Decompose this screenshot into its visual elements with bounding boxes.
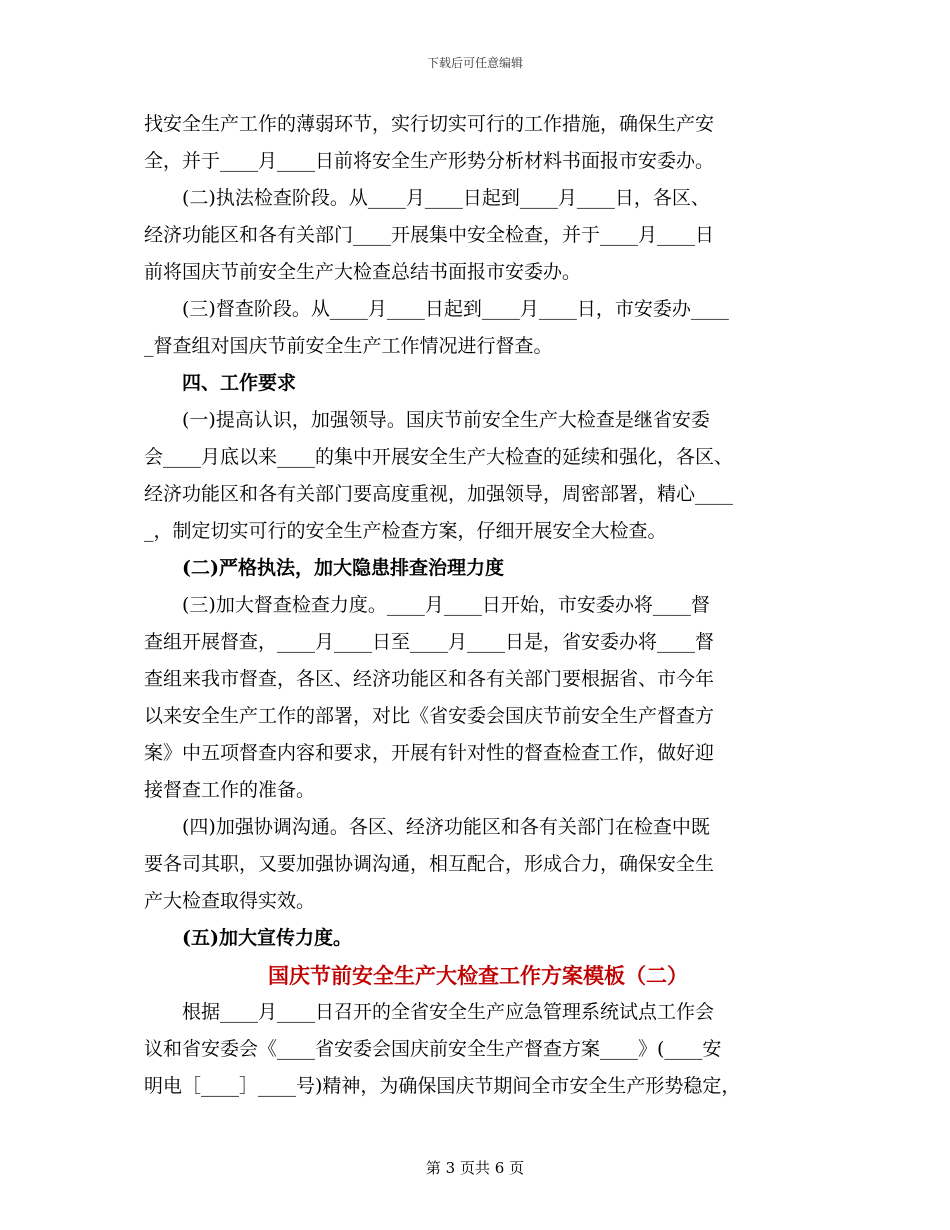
body-line: 找安全生产工作的薄弱环节，实行切实可行的工作措施，确保生产安 [144, 113, 715, 135]
document-title: 国庆节前安全生产大检查工作方案模板（二） [268, 963, 688, 988]
body-line: 产大检查取得实效。 [144, 890, 316, 912]
body-line: 经济功能区和各有关部门____开展集中安全检查，并于____月____日 [144, 224, 715, 246]
body-line: (三)加大督查检查力度。____月____日开始，市安委办将____督 [182, 594, 710, 616]
subsection-heading: (二)严格执法，加大隐患排查治理力度 [182, 557, 504, 579]
body-line: 全，并于____月____日前将安全生产形势分析材料书面报市安委办。 [144, 150, 715, 172]
section-heading: 四、工作要求 [182, 372, 297, 394]
body-line: 会____月底以来____的集中开展安全生产大检查的延续和强化，各区、 [144, 446, 734, 468]
body-line: 要各司其职，又要加强协调沟通，相互配合，形成合力，确保安全生 [144, 853, 715, 875]
body-line: 查组开展督查，____月____日至____月____日是，省安委办将____督 [144, 631, 715, 653]
document-body [144, 106, 812, 1105]
body-line: 接督查工作的准备。 [144, 779, 316, 801]
body-line: 查组来我市督查，各区、经济功能区和各有关部门要根据省、市今年 [144, 668, 715, 690]
body-line: 明电［____］____号)精神，为确保国庆节期间全市安全生产形势稳定， [144, 1075, 741, 1097]
body-line: (一)提高认识，加强领导。国庆节前安全生产大检查是继省安委 [182, 409, 710, 431]
body-line: (二)执法检查阶段。从____月____日起到____月____日，各区、 [182, 187, 710, 209]
body-line: 议和省安委会《____省安委会国庆前安全生产督查方案____》(____安 [144, 1038, 722, 1060]
body-line: (四)加强协调沟通。各区、经济功能区和各有关部门在检查中既 [182, 816, 710, 838]
body-line: 根据____月____日召开的全省安全生产应急管理系统试点工作会 [182, 1001, 715, 1023]
body-line: 前将国庆节前安全生产大检查总结书面报市安委办。 [144, 261, 582, 283]
subsection-heading: (五)加大宣传力度。 [182, 927, 352, 949]
body-line: 经济功能区和各有关部门要高度重视，加强领导，周密部署，精心____ [144, 483, 734, 505]
body-line: 以来安全生产工作的部署，对比《省安委会国庆节前安全生产督查方 [144, 705, 715, 727]
body-line: (三)督查阶段。从____月____日起到____月____日，市安委办____ [182, 298, 729, 320]
body-line: _，制定切实可行的安全生产检查方案，仔细开展安全大检查。 [144, 520, 667, 542]
body-line: _督查组对国庆节前安全生产工作情况进行督查。 [144, 335, 553, 357]
page-header: 下载后可任意编辑 [426, 56, 523, 70]
page-footer: 第 3 页共 6 页 [425, 1159, 525, 1177]
body-line: 案》中五项督查内容和要求，开展有针对性的督查检查工作，做好迎 [144, 742, 715, 764]
